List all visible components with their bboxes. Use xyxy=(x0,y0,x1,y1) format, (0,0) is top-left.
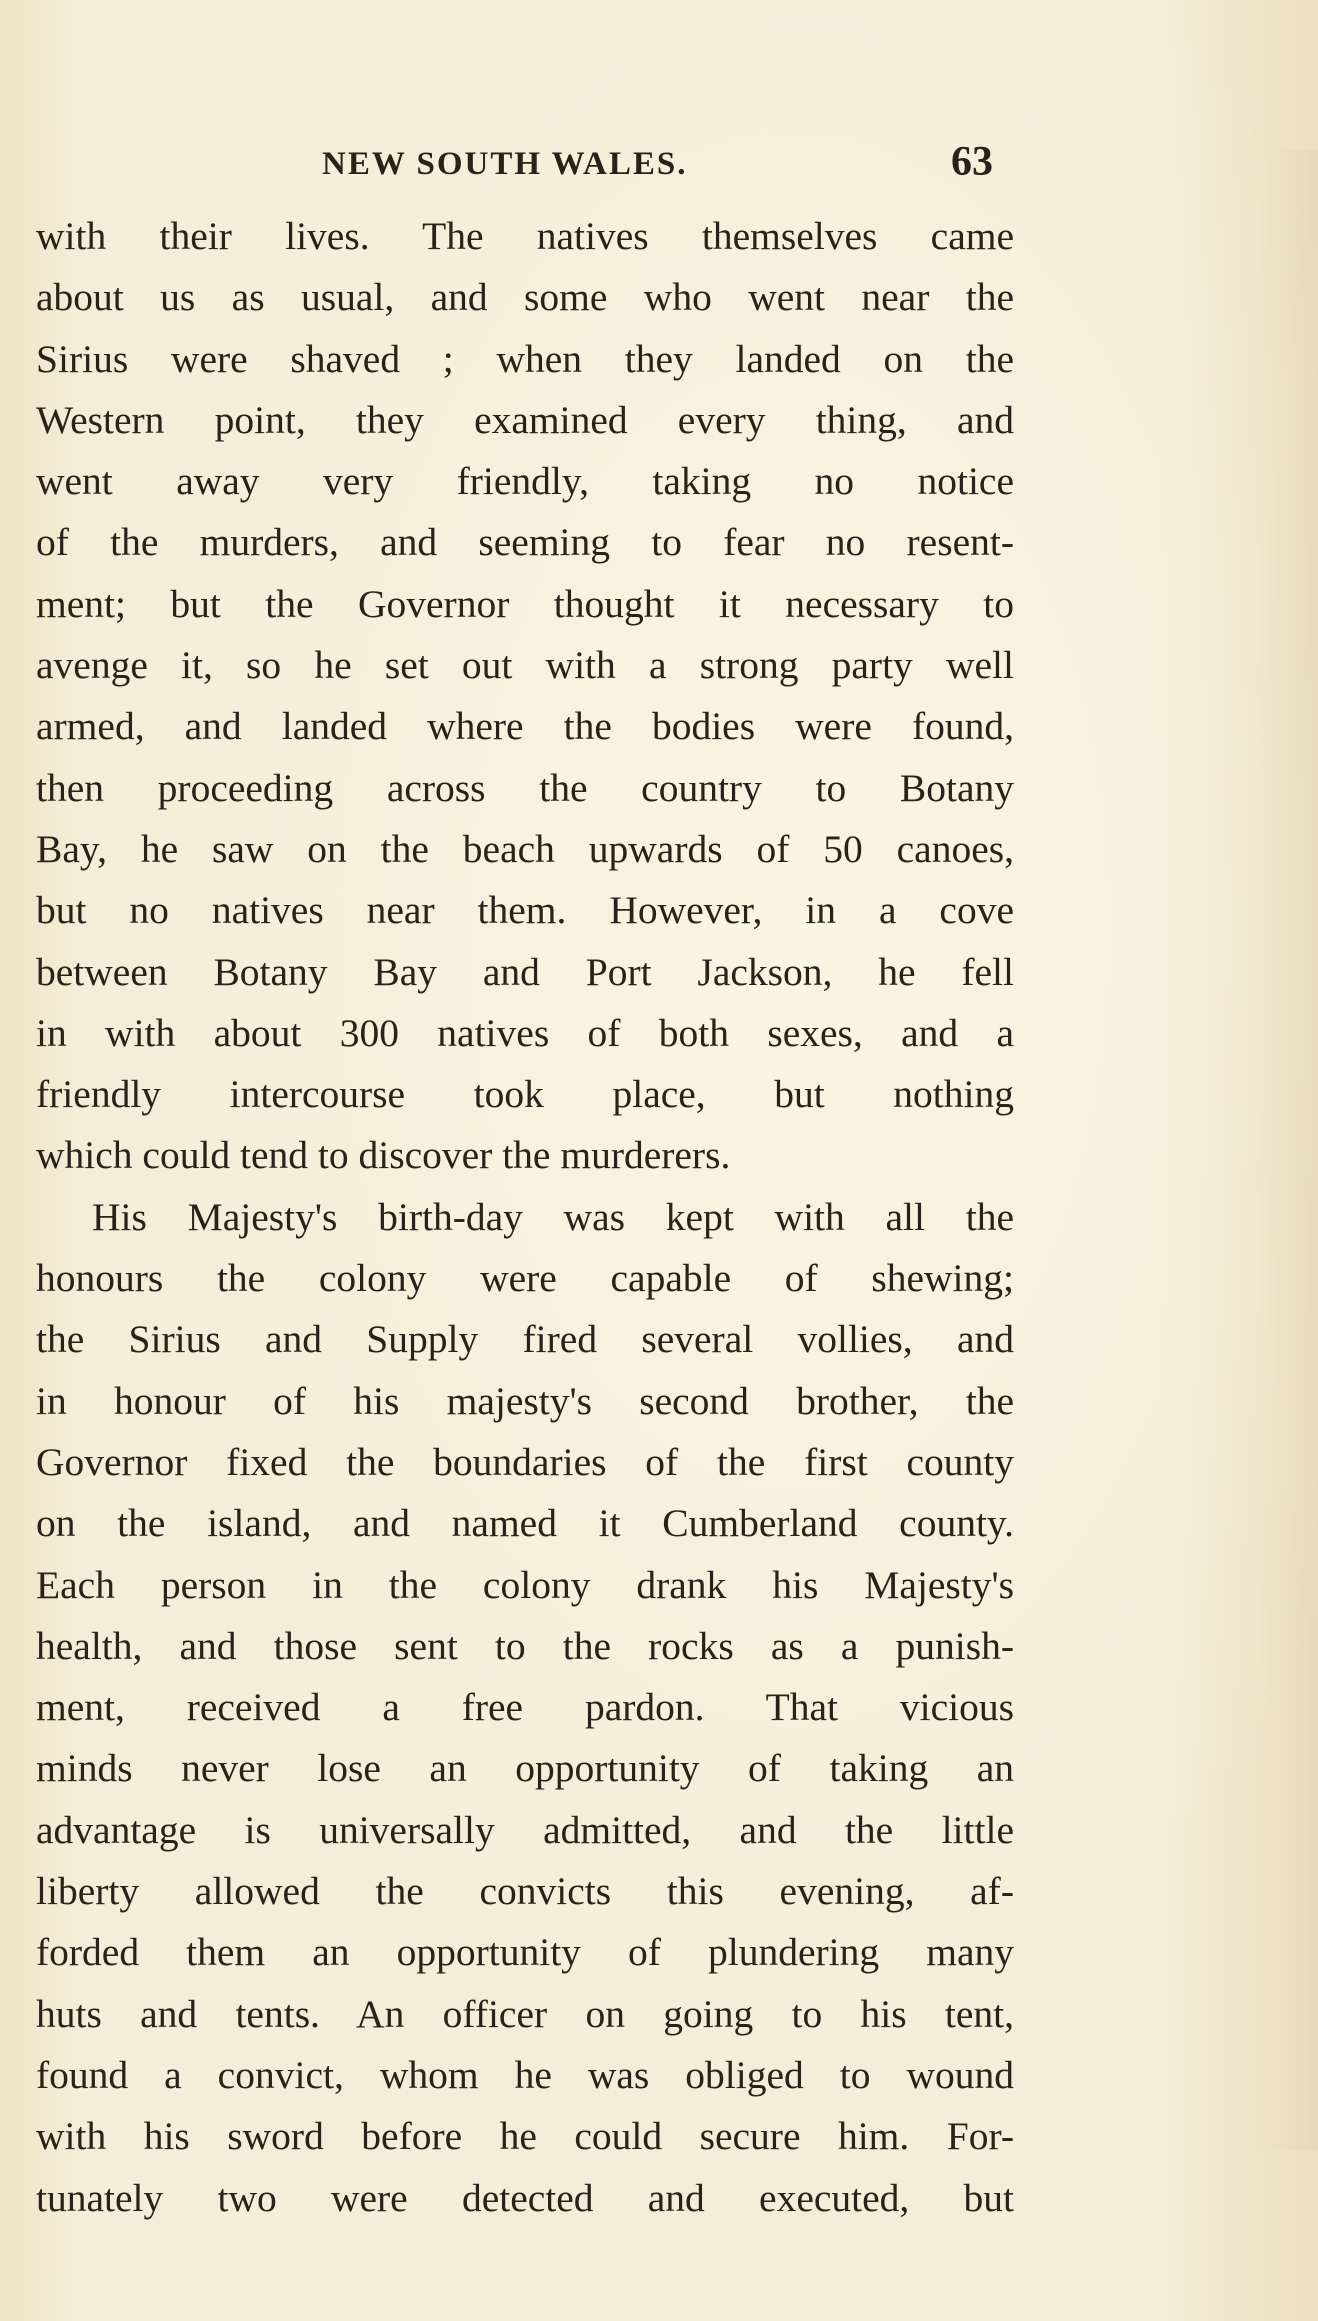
text-line: in honour of his majesty's second brother, the xyxy=(36,1378,1014,1423)
running-head: NEW SOUTH WALES. xyxy=(322,146,688,182)
text-line: Western point, they examined every thing, and xyxy=(36,397,1014,442)
text-line: found a convict, whom he was obliged to wound xyxy=(36,2052,1014,2097)
text-line: with his sword before he could secure him. For- xyxy=(36,2114,1014,2159)
text-line: armed, and landed where the bodies were found, xyxy=(36,704,1014,749)
show-through-shadow xyxy=(1258,150,1318,2150)
text-line: minds never lose an opportunity of taking an xyxy=(36,1746,1014,1791)
text-line: Governor fixed the boundaries of the first county xyxy=(36,1439,1014,1484)
text-line: Sirius were shaved ; when they landed on the xyxy=(36,336,1014,381)
text-line: between Botany Bay and Port Jackson, he fell xyxy=(36,949,1014,994)
text-line: went away very friendly, taking no notice xyxy=(36,459,1014,504)
text-line: with their lives. The natives themselves came xyxy=(36,214,1014,258)
text-line: liberty allowed the convicts this evening, af- xyxy=(36,1869,1014,1914)
text-line: of the murders, and seeming to fear no resent- xyxy=(36,520,1014,565)
text-line: ment; but the Governor thought it necessary to xyxy=(36,581,1014,626)
text-line: ment, received a free pardon. That vicious xyxy=(36,1685,1014,1730)
page-number: 63 xyxy=(951,139,993,185)
text-line: honours the colony were capable of shewing; xyxy=(36,1256,1014,1301)
paragraph-start-line: His Majesty's birth-day was kept with all the xyxy=(92,1194,1014,1239)
text-line: about us as usual, and some who went near the xyxy=(36,275,1014,320)
text-line: health, and those sent to the rocks as a punish- xyxy=(36,1623,1014,1668)
text-line: advantage is universally admitted, and the little xyxy=(36,1807,1014,1852)
text-line: then proceeding across the country to Botany xyxy=(36,765,1014,810)
text-line: the Sirius and Supply fired several vollies, and xyxy=(36,1317,1014,1362)
text-line: friendly intercourse took place, but nothing xyxy=(36,1072,1014,1117)
text-line: forded them an opportunity of plundering many xyxy=(36,1930,1014,1975)
paragraph-end-line: which could tend to discover the murderers. xyxy=(36,1133,731,1178)
body-text xyxy=(36,206,1014,2229)
page-header xyxy=(0,138,1318,188)
text-line: on the island, and named it Cumberland county. xyxy=(36,1501,1014,1546)
text-line: but no natives near them. However, in a cove xyxy=(36,888,1014,933)
text-line: tunately two were detected and executed, but xyxy=(36,2175,1014,2220)
text-line: Bay, he saw on the beach upwards of 50 canoes, xyxy=(36,826,1014,871)
text-line: Each person in the colony drank his Majesty's xyxy=(36,1562,1014,1607)
text-line: huts and tents. An officer on going to his tent, xyxy=(36,1991,1014,2036)
text-line: avenge it, so he set out with a strong party well xyxy=(36,643,1014,688)
text-line: in with about 300 natives of both sexes, and a xyxy=(36,1010,1014,1055)
